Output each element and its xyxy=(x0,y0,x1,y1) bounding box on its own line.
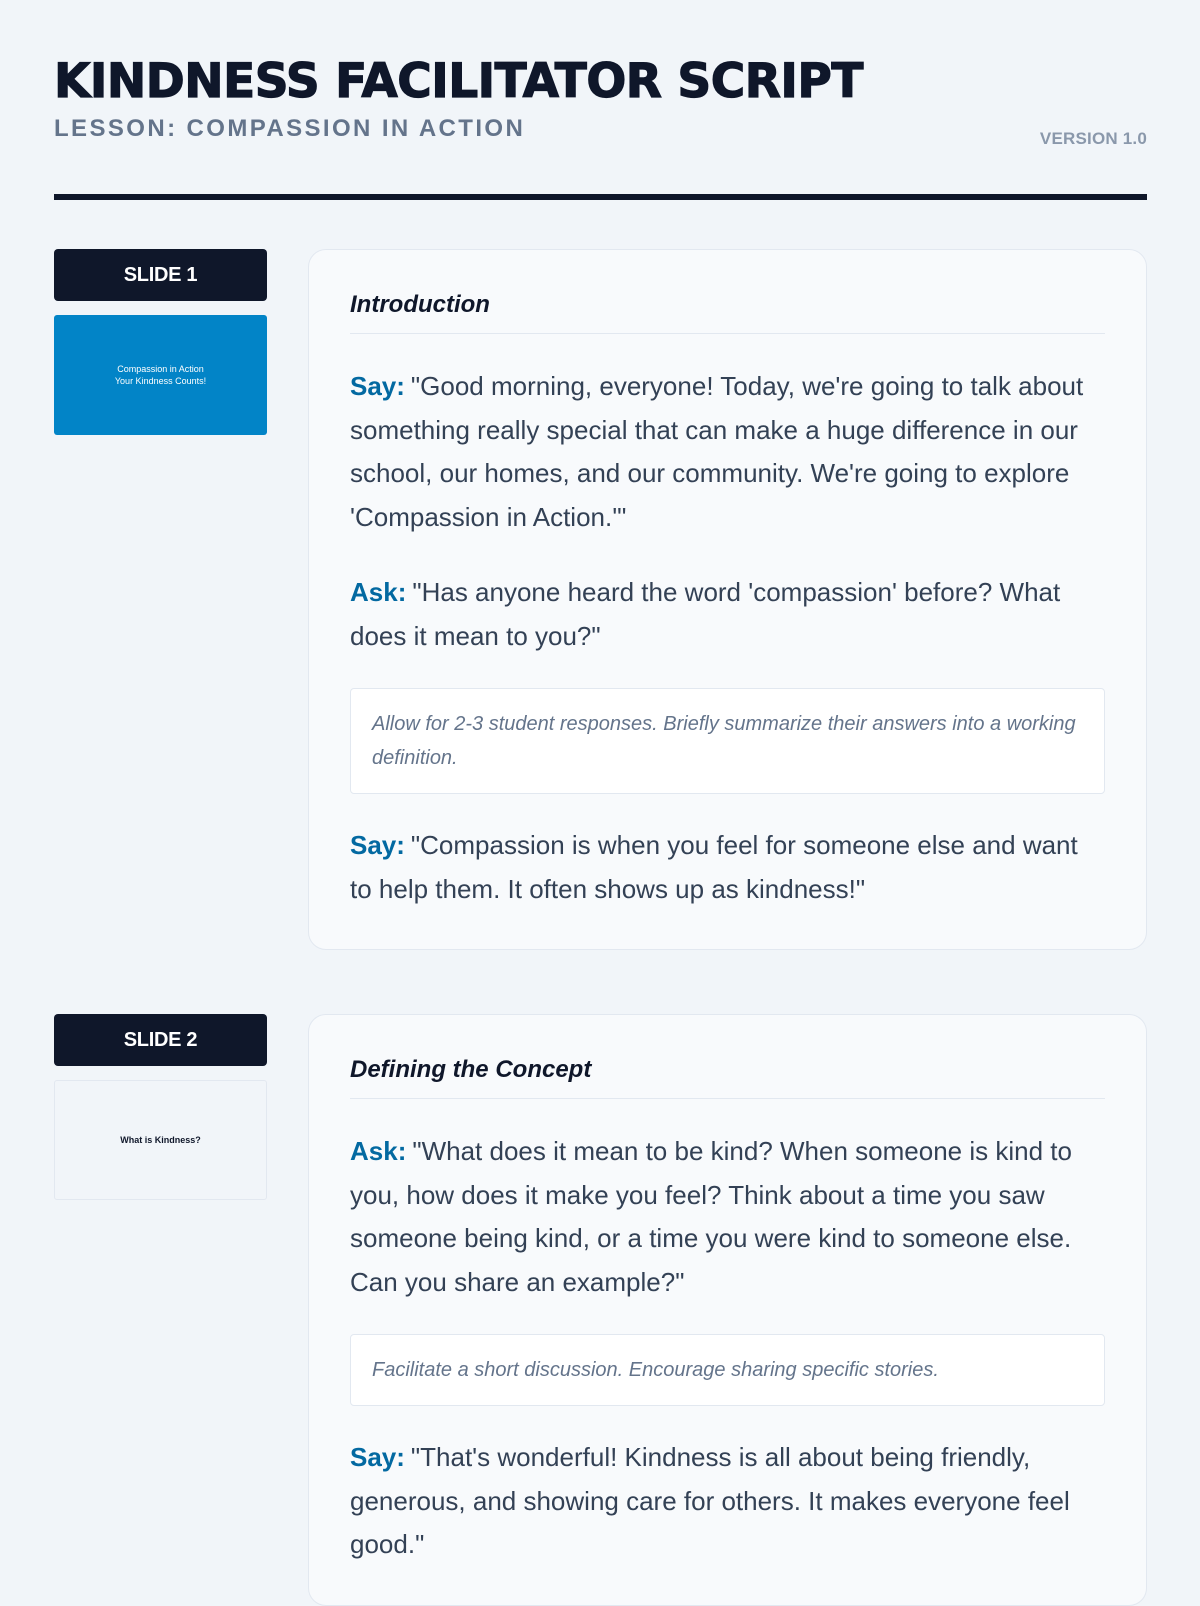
ask-line xyxy=(350,1130,1105,1304)
slide-thumbnail xyxy=(54,1080,267,1200)
script-text: "Compassion is when you feel for someone else and want to help them. It often shows up as kindness!" xyxy=(350,830,1078,904)
thumbnail-line: Your Kindness Counts! xyxy=(114,376,207,386)
say-line xyxy=(350,365,1105,539)
version-label: VERSION 1.0 xyxy=(1039,129,1147,148)
say-line xyxy=(350,824,1105,911)
thumbnail-line: Compassion in Action xyxy=(117,364,204,374)
section-title: Defining the Concept xyxy=(350,1055,1105,1099)
script-text: "Good morning, everyone! Today, we're going to talk about something really special that can make a huge difference in our school, our homes, and our community. We're going to explore 'Compassion in Action.'" xyxy=(350,371,1084,532)
lesson-subtitle: LESSON: COMPASSION IN ACTION xyxy=(54,115,526,142)
thumbnail-line: What is Kindness? xyxy=(120,1135,201,1145)
slide-sidebar xyxy=(54,1014,267,1200)
facilitator-note: Allow for 2-3 student responses. Briefly summarize their answers into a working definition. xyxy=(350,688,1105,794)
ask-cue: Ask: xyxy=(350,1136,407,1166)
slide-label: SLIDE 1 xyxy=(54,249,267,301)
facilitator-note: Facilitate a short discussion. Encourage sharing specific stories. xyxy=(350,1334,1105,1406)
header-divider xyxy=(54,194,1147,200)
say-cue: Say: xyxy=(350,1442,405,1472)
script-text: "Has anyone heard the word 'compassion' before? What does it mean to you?" xyxy=(350,577,1061,651)
script-text: "What does it mean to be kind? When someone is kind to you, how does it make you feel? Think about a time you saw someone being kind, or a time you were kind to someone else. Can you share an example?" xyxy=(350,1136,1072,1297)
facilitator-script-page xyxy=(54,0,1147,1559)
ask-line xyxy=(350,571,1105,658)
slide-sidebar xyxy=(54,249,267,435)
script-card xyxy=(308,1014,1147,1606)
slide-label: SLIDE 2 xyxy=(54,1014,267,1066)
section-title: Introduction xyxy=(350,290,1105,334)
script-text: "That's wonderful! Kindness is all about being friendly, generous, and showing care for others. It makes everyone feel good." xyxy=(350,1442,1070,1559)
script-card xyxy=(308,249,1147,950)
say-cue: Say: xyxy=(350,830,405,860)
document-header xyxy=(54,0,1147,196)
slide-thumbnail xyxy=(54,315,267,435)
ask-cue: Ask: xyxy=(350,577,407,607)
document-title: KINDNESS FACILITATOR SCRIPT xyxy=(54,54,863,109)
say-line xyxy=(350,1436,1105,1567)
say-cue: Say: xyxy=(350,371,405,401)
